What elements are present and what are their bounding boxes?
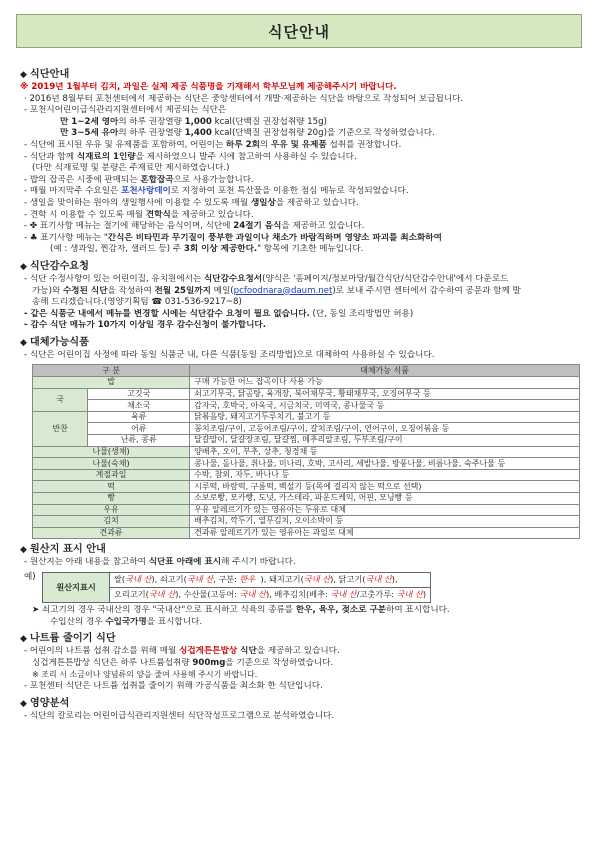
origin-value: 국내 산 (186, 574, 214, 585)
table-cell-value: 견과류 알레르기가 있는 영유아는 과일로 대체 (190, 527, 580, 539)
table-row (33, 446, 580, 458)
text-line: ※ 조리 시 소금이나 양념류의 양을 줄여 사용해 주시기 바랍니다. (32, 670, 258, 680)
table-row (33, 504, 580, 516)
origin-example (24, 572, 582, 603)
origin-row (110, 572, 431, 587)
text-line: - 식단의 칼로리는 어린이급식관리지원센터 식단작성프로그램으로 분석하였습니다. (24, 710, 335, 721)
text-line: 만 3~5세 유아의 하루 권장열량 1,400 kcal(단백질 권장섭취량 20g)을 기준으로 작성하였습니다. (60, 128, 435, 139)
origin-text: ), 닭고기( (330, 574, 366, 585)
example-label: 예) (24, 571, 36, 582)
table-cell-subcategory: 채소국 (88, 400, 190, 412)
text-line: - 식단은 어린이집 사정에 따라 동일 식품군 내, 다른 식품(동일 조리방법)으로 대체하여 사용하실 수 있습니다. (24, 349, 435, 360)
text-line: - 생일을 맞이하는 원아의 생일행사에 이용할 수 있도록 매월 생일상을 제공하고 있습니다. (24, 197, 359, 208)
origin-label: 원산지표시 (43, 572, 110, 602)
text-line: · 2016년 8월부터 포천센터에서 제공하는 식단은 중앙센터에서 개발·제공하는 식단을 바탕으로 작성되어 보급됩니다. (24, 93, 464, 104)
table-row (33, 400, 580, 412)
table-cell-category: 우유 (33, 504, 190, 516)
table-cell-category: 국 (33, 388, 88, 411)
origin-value: 국내 산 (125, 574, 152, 585)
table-cell-value: 꽁치조림/구이, 고등어조림/구이, 갈치조림/구이, 연어구이, 오징어볶음 등 (190, 423, 580, 435)
origin-text: 쌀( (114, 574, 126, 585)
table-cell-category: 견과류 (33, 527, 190, 539)
text-line: - 같은 식품군 내에서 메뉴를 변경할 시에는 식단감수 요청이 필요 없습니다. (단, 동일 조리방법만 허용) (24, 308, 414, 319)
table-cell-value: 수박, 참외, 자두, 바나나 등 (190, 469, 580, 481)
text-line: - 식단 수정사항이 있는 어린이집, 유치원에서는 식단감수요청서(양식은 '홈페이지/정보마당/월간식단/식단감수안내'에서 다운로드 (24, 273, 509, 284)
table-cell-value: 시루떡, 바람떡, 구름떡, 백설기 등(목에 걸리지 않는 떡으로 선택) (190, 481, 580, 493)
table-cell-value: 배추김치, 깍두기, 열무김치, 오이소박이 등 (190, 516, 580, 528)
text-line: - 원산지는 아래 내용을 참고하여 식단표 아래에 표시해 주시기 바랍니다. (24, 557, 296, 568)
text-line: - 포천센터 식단은 나트륨 섭취를 줄이기 위해 가공식품을 최소화 한 식단입니다. (24, 680, 323, 691)
text-line: - ♣ 표기사항 메뉴는 "간식은 비타민과 무기질이 풍부한 과일이나 채소가 바람직하며 영양소 파괴를 최소화하여 (24, 232, 442, 243)
origin-text: , 구분: (213, 574, 240, 585)
table-cell-category: 계절과일 (33, 469, 190, 481)
table-cell-subcategory: 육류 (88, 411, 190, 423)
section-heading-substitutes: ◆ 대체가능식품 (20, 336, 89, 348)
text-line: - ✤ 표기사항 메뉴는 절기에 해당하는 음식이며, 식단에 24절기 음식을 제공하고 있습니다. (24, 221, 365, 232)
origin-text: ), 배추김치(배추: (265, 589, 331, 600)
table-cell-category: 나물(생채) (33, 446, 190, 458)
table-cell-value: 감자국, 호박국, 아욱국, 시금치국, 미역국, 콩나물국 등 (190, 400, 580, 412)
page-title: 식단안내 (268, 22, 330, 41)
text-line: - 밥의 잡곡은 시중에 판매되는 혼합잡곡으로 사용가능합니다. (24, 174, 254, 185)
table-row (33, 493, 580, 505)
table-row (33, 516, 580, 528)
page-title-box (16, 14, 582, 48)
notice-line: ※ 2019년 1월부터 김치, 과일은 실제 제공 식품명을 기재해서 학부모님께 제공해주시기 바랍니다. (20, 82, 397, 92)
origin-text: ), (391, 574, 398, 585)
table-row (33, 481, 580, 493)
table-row (33, 469, 580, 481)
origin-text: ), 돼지고기( (255, 574, 304, 585)
table-cell-category: 밥 (33, 377, 190, 389)
origin-table (42, 572, 431, 603)
table-cell-value: 쇠고기무국, 닭곰탕, 육개장, 북어채무국, 황태채무국, 오징어무국 등 (190, 388, 580, 400)
text-line: 송해 드리겠습니다.(영양기획팀 ☎ 031-536-9217~8) (32, 297, 242, 308)
origin-value: 국내 산 (365, 574, 392, 585)
table-header: 대체가능 식품 (190, 365, 580, 377)
origin-text: ) (422, 589, 427, 600)
section-heading-review-request: ◆ 식단감수요청 (20, 260, 89, 272)
main-content (20, 64, 582, 722)
origin-value: 국내 산 (303, 574, 331, 585)
text-line: ➤ 쇠고기의 경우 국내산의 경우 "국내산"으로 표시하고 식육의 종류를 한우, 육우, 젖소로 구분하여 표시합니다. (32, 604, 450, 615)
table-cell-value: 소보로빵, 모카빵, 도넛, 카스테라, 파운드케익, 머핀, 모닝빵 등 (190, 493, 580, 505)
table-cell-subcategory: 난류, 콩류 (88, 435, 190, 447)
substitute-food-table (32, 364, 580, 539)
text-line: 만 1~2세 영아의 하루 권장열량 1,000 kcal(단백질 권장섭취량 15g) (60, 116, 327, 127)
text-line: - 매월 마지막주 수요일은 포천사랑데이로 지정하여 포천 특산물을 이용한 점심 메뉴로 작성되었습니다. (24, 186, 409, 197)
table-cell-value: 달걀말이, 달걀장조림, 달걀찜, 메추리알조림, 두부조림/구이 (190, 435, 580, 447)
table-cell-category: 나물(숙채) (33, 458, 190, 470)
diamond-bullet-icon: ◆ (20, 545, 27, 556)
table-row (33, 388, 580, 400)
diamond-bullet-icon: ◆ (20, 261, 27, 272)
origin-text: 오리고기( (114, 589, 149, 600)
text-line: 수입산의 경우 수입국가명을 표시합니다. (50, 616, 203, 627)
table-cell-category: 반찬 (33, 411, 88, 446)
diamond-bullet-icon: ◆ (20, 698, 27, 709)
section-heading-sodium: ◆ 나트륨 줄이기 식단 (20, 633, 116, 645)
text-line: 싱겁게튼튼밥상 식단은 하루 나트륨섭취량 900mg을 기준으로 작성하였습니다. (32, 657, 334, 668)
text-line: - 견학 시 이용할 수 있도록 매월 견학식을 제공하고 있습니다. (24, 209, 254, 220)
table-cell-value: 닭볶음탕, 돼지고기두루치기, 불고기 등 (190, 411, 580, 423)
origin-text: ), 수산물(고등어: (175, 589, 240, 600)
origin-text: /고춧가루: (356, 589, 397, 600)
text-line: - 식단과 함께 식재료의 1인량을 제시하였으니 발주 시에 참고하여 사용하실 수 있습니다. (24, 151, 357, 162)
table-cell-category: 김치 (33, 516, 190, 528)
origin-value: 국내 산 (330, 589, 357, 600)
diamond-bullet-icon: ◆ (20, 70, 27, 80)
origin-value: 국내 산 (148, 589, 176, 600)
table-cell-value: 콩나물, 돌나물, 취나물, 미나리, 호박, 고사리, 세발나물, 방풍나물, 비름나물, 숙주나물 등 (190, 458, 580, 470)
email-link[interactable]: pcfoodnara@daum.net (233, 285, 333, 296)
table-cell-category: 빵 (33, 493, 190, 505)
text-line: (다만 식재료명 및 분량은 주재료만 제시하였습니다.) (32, 163, 230, 174)
table-cell-value: 양배추, 오이, 부추, 상추, 청경채 등 (190, 446, 580, 458)
table-cell-category: 떡 (33, 481, 190, 493)
text-line: - 포천시어린이급식관리지원센터에서 제공되는 식단은 (24, 105, 227, 116)
table-row (33, 458, 580, 470)
text-line: 가능)와 수정된 식단을 작성하여 전월 25일까지 메일(pcfoodnara@daum.net)로 보내 주시면 센터에서 감수하여 공문과 함께 발 (32, 285, 521, 296)
table-row (33, 435, 580, 447)
table-row (33, 377, 580, 389)
table-row (33, 527, 580, 539)
origin-text: ), 쇠고기( (151, 574, 187, 585)
section-heading-origin: ◆ 원산지 표시 안내 (20, 544, 106, 556)
origin-value: 한우 (239, 574, 256, 585)
diamond-bullet-icon: ◆ (20, 634, 27, 645)
table-row (33, 411, 580, 423)
origin-value: 국내 산 (239, 589, 266, 600)
table-cell-value: 우유 알레르기가 있는 영유아는 두유로 대체 (190, 504, 580, 516)
table-cell-value: 구매 가능한 어느 잡곡이나 사용 가능 (190, 377, 580, 389)
text-line: (예 : 생과일, 찐감자, 샐러드 등) 주 3회 이상 제공한다." 항목에 기초한 메뉴입니다. (50, 244, 364, 255)
section-heading-menu-info: ◆ 식단안내 (20, 69, 70, 80)
table-cell-subcategory: 어류 (88, 423, 190, 435)
origin-row (110, 587, 431, 602)
section-heading-nutrition: ◆ 영양분석 (20, 697, 70, 709)
diamond-bullet-icon: ◆ (20, 337, 27, 348)
table-cell-subcategory: 고깃국 (88, 388, 190, 400)
table-row (33, 423, 580, 435)
text-line: - 감수 식단 메뉴가 10가지 이상일 경우 감수신청이 불가합니다. (24, 320, 266, 331)
origin-value: 국내 산 (396, 589, 423, 600)
text-line: - 어린이의 나트륨 섭취 감소를 위해 매월 싱겁게튼튼밥상 식단을 제공하고 있습니다. (24, 646, 340, 657)
table-header: 구 분 (33, 365, 190, 377)
text-line: - 식단에 표시된 우유 및 유제품을 포함하여, 어린이는 하루 2회의 우유 및 유제품 섭취를 권장합니다. (24, 139, 402, 150)
